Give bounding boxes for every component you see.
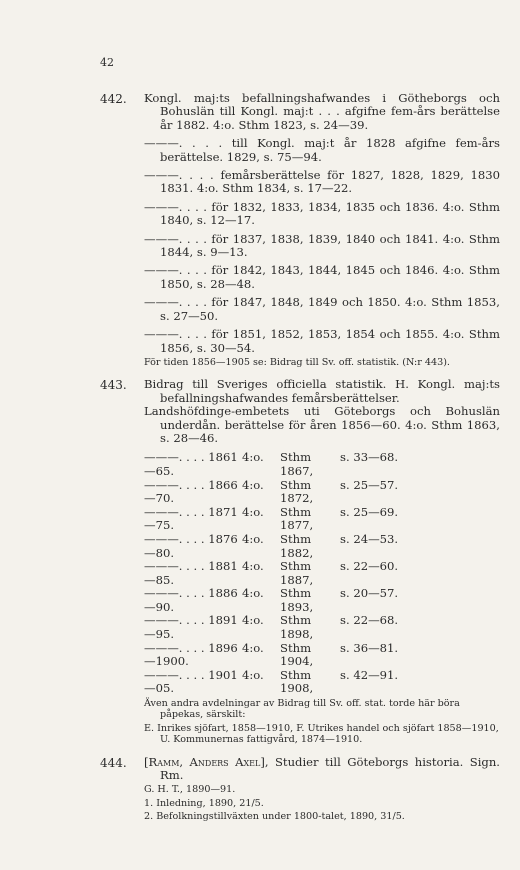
entry-note: För tiden 1856—1905 se: Bidrag till Sv. off. statistik. (N:r 443). bbox=[144, 356, 450, 368]
entry-442 bbox=[100, 92, 500, 368]
entry-443 bbox=[100, 378, 500, 745]
entry-sub: ———. . . . till Kongl. maj:t år 1828 afgifne fem-års berättelse. 1829, s. 75—94. bbox=[144, 136, 500, 164]
entry-subline: 1. Inledning, 1890, 21/5. bbox=[144, 797, 264, 809]
table-row: ———. . . . 1876—80. 4:o. Sthm 1882, s. 24—53. bbox=[144, 531, 399, 560]
volume-table bbox=[144, 451, 500, 696]
entry-heading bbox=[144, 756, 500, 783]
page-number: 42 bbox=[100, 56, 114, 69]
entry-number: 444. bbox=[100, 755, 127, 770]
entry-sub: ———. . . . för 1847, 1848, 1849 och 1850. 4:o. Sthm 1853, s. 27—50. bbox=[144, 295, 500, 323]
entry-heading-continued: Landshöfdinge-embetets uti Göteborgs och Bohuslän underdån. berättelse för åren 1856—60. 4:o. Sthm 1863, s. 28—46. bbox=[144, 404, 500, 445]
entry-subline: 2. Befolkningstillväxten under 1800-talet, 1890, 31/5. bbox=[144, 811, 405, 823]
entry-title: Studier till Göteborgs historia. Sign. Rm. bbox=[160, 754, 500, 783]
table-row: ———. . . . 1901—05. 4:o. Sthm 1908, s. 42—91. bbox=[144, 667, 399, 696]
table-row: ———. . . . 1871—75. 4:o. Sthm 1877, s. 25—69. bbox=[144, 504, 399, 533]
table-row: ———. . . . 1891—95. 4:o. Sthm 1898, s. 22—68. bbox=[144, 613, 399, 642]
entry-note-continued: E. Inrikes sjöfart, 1858—1910, F. Utrikes handel och sjöfart 1858—1910, U. Kommunernas fattigvård, 1874—1910. bbox=[144, 722, 499, 746]
entry-sub: ———. . . . för 1832, 1833, 1834, 1835 och 1836. 4:o. Sthm 1840, s. 12—17. bbox=[144, 199, 500, 228]
table-row: ———. . . . 1886—90. 4:o. Sthm 1893, s. 20—57. bbox=[144, 586, 399, 614]
entry-sub: ———. . . . för 1851, 1852, 1853, 1854 och 1855. 4:o. Sthm 1856, s. 30—54. bbox=[144, 327, 500, 355]
entry-number: 443. bbox=[100, 378, 127, 393]
table-row: ———. . . . 1896—1900. 4:o. Sthm 1904, s. 36—81. bbox=[144, 640, 399, 669]
entry-444 bbox=[100, 756, 500, 823]
entry-heading: Kongl. maj:ts befallningshafwandes i Götheborgs och Bohuslän till Kongl. maj:t . . . afgifne fem-års berättelse år 1882. 4:o. Sthm 1823, s. 24—39. bbox=[144, 91, 500, 132]
entry-subline: G. H. T., 1890—91. bbox=[144, 784, 236, 796]
entry-sub: ———. . . . för 1837, 1838, 1839, 1840 och 1841. 4:o. Sthm 1844, s. 9—13. bbox=[144, 231, 500, 260]
entry-list bbox=[100, 92, 500, 833]
entry-sub: ———. . . . femårsberättelse för 1827, 1828, 1829, 1830 1831. 4:o. Sthm 1834, s. 17—22. bbox=[144, 168, 500, 196]
entry-note: Även andra avdelningar av Bidrag till Sv. off. stat. torde här böra påpekas, särskilt: bbox=[144, 698, 460, 721]
table-row: ———. . . . 1881—85. 4:o. Sthm 1887, s. 22—60. bbox=[144, 559, 399, 587]
table-row: ———. . . . 1866—70. 4:o. Sthm 1872, s. 25—57. bbox=[144, 477, 399, 506]
entry-heading: Bidrag till Sveriges officiella statistik. H. Kongl. maj:ts befallningshafwandes femårsberättelser. bbox=[144, 377, 500, 405]
entry-number: 442. bbox=[100, 92, 127, 106]
table-row: ———. . . . 1861—65. 4:o. Sthm 1867, s. 33—68. bbox=[144, 450, 399, 478]
entry-sub: ———. . . . för 1842, 1843, 1844, 1845 och 1846. 4:o. Sthm 1850, s. 28—48. bbox=[144, 263, 500, 291]
author-name: [Ramm, Anders Axel], bbox=[144, 754, 269, 769]
